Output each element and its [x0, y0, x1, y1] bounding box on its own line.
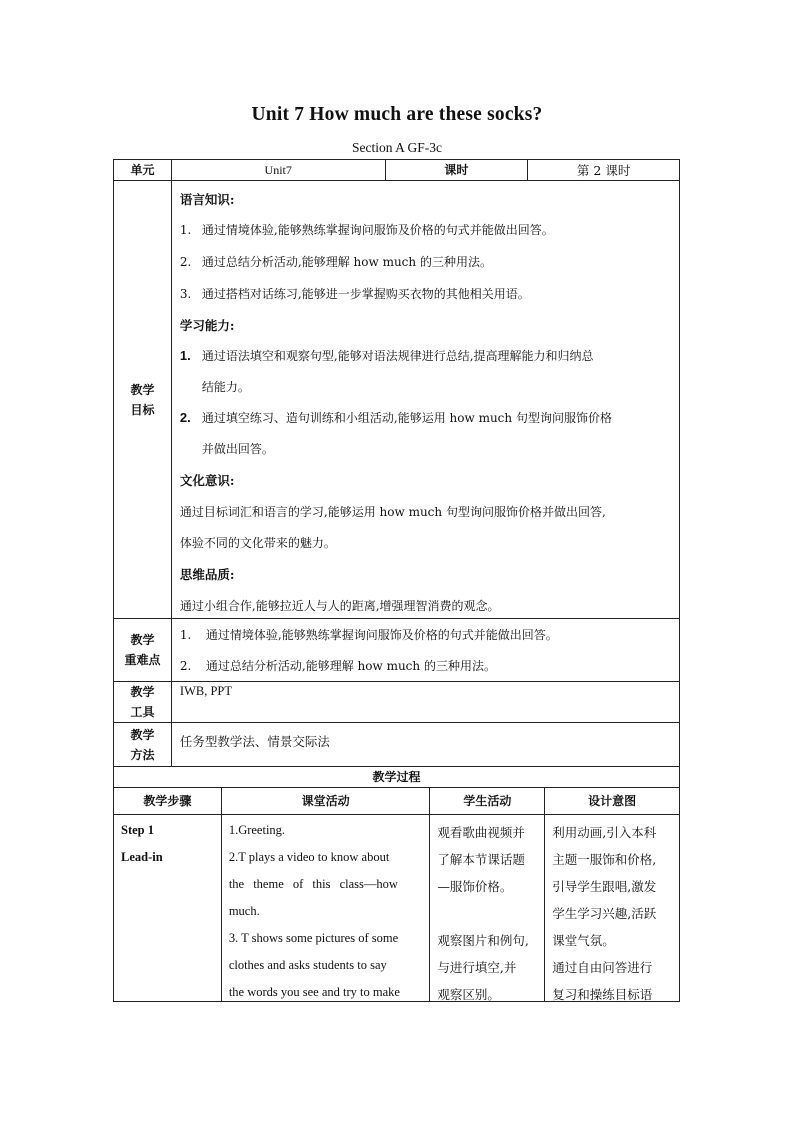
- section-label: Section A GF-3c: [352, 140, 442, 155]
- tools-label-line1: 教学: [130, 685, 155, 699]
- language-item-1: 1. 通过情境体验,能够熟练掌握询问服饰及价格的句式并能做出回答。: [179, 223, 554, 237]
- methods-content: [171, 723, 679, 767]
- intent-line: 通过自由问答进行: [552, 960, 653, 975]
- student-line: 观察图片和例句,: [437, 933, 529, 948]
- process-title-row: [114, 767, 680, 788]
- activity-line: 2.T plays a video to know about: [228, 850, 390, 864]
- methods-row: [114, 723, 680, 767]
- key-points-label: [114, 619, 172, 682]
- intent-line: 引导学生跟唱,激发: [552, 879, 657, 894]
- tools-label: [114, 682, 172, 723]
- student-line: 了解本节课话题: [437, 852, 525, 867]
- student-line: 与进行填空,并: [437, 960, 517, 975]
- lesson-plan-table: [113, 159, 680, 767]
- intent-line: 复习和操练目标语: [552, 987, 653, 1002]
- tools-content: [171, 682, 679, 723]
- thinking-quality-heading: 思维品质:: [179, 567, 235, 582]
- student-line: —服饰价格。: [437, 879, 513, 894]
- step-number: Step 1: [121, 823, 154, 837]
- methods-value: 任务型教学法、情景交际法: [179, 734, 330, 749]
- tools-label-line2: 工具: [130, 705, 155, 719]
- process-header-row: [114, 788, 680, 815]
- tools-value: IWB, PPT: [179, 684, 232, 698]
- col-header-student: 学生活动: [430, 788, 545, 815]
- key-points-label-line2: 重难点: [124, 653, 161, 667]
- intent-line: 主题一服饰和价格,: [552, 852, 657, 867]
- activity-line: 1.Greeting.: [228, 823, 286, 837]
- activity-line: the words you see and try to make: [228, 985, 400, 999]
- objectives-row: [114, 181, 680, 619]
- key-point-2: 2. 通过总结分析活动,能够理解 how much 的三种用法。: [179, 659, 496, 673]
- activity-line: the theme of this class—how: [228, 877, 398, 891]
- ability-item-2: 2. 通过填空练习、造句训练和小组活动,能够运用 how much 句型询问服饰价格: [179, 410, 612, 425]
- activities-cell: [221, 815, 430, 1002]
- language-item-3: 3. 通过搭档对话练习,能够进一步掌握购买衣物的其他相关用语。: [179, 287, 530, 301]
- process-table: [113, 766, 680, 1002]
- unit-label: 单元: [114, 160, 172, 181]
- tools-row: [114, 682, 680, 723]
- step-cell: [114, 815, 222, 1002]
- col-header-steps: 教学步骤: [114, 788, 222, 815]
- ability-item-1-cont: 结能力。: [201, 380, 250, 394]
- cultural-line-1: 通过目标词汇和语言的学习,能够运用 how much 句型询问服饰价格并做出回答,: [179, 505, 606, 519]
- language-item-2: 2. 通过总结分析活动,能够理解 how much 的三种用法。: [179, 255, 492, 269]
- activity-line: clothes and asks students to say: [228, 958, 387, 972]
- period-label: 课时: [385, 160, 528, 181]
- methods-label-line1: 教学: [130, 727, 155, 742]
- col-header-intent: 设计意图: [545, 788, 680, 815]
- learning-ability-heading: 学习能力:: [179, 318, 235, 333]
- objectives-label-line2: 目标: [130, 402, 155, 417]
- intent-cell: [545, 815, 680, 1002]
- methods-label: [114, 723, 172, 767]
- activity-line: much.: [228, 904, 260, 918]
- language-knowledge-heading: 语言知识:: [179, 192, 235, 207]
- unit-row: [114, 160, 680, 181]
- cultural-awareness-heading: 文化意识:: [179, 473, 235, 488]
- objectives-label: [114, 181, 172, 619]
- student-cell: [430, 815, 545, 1002]
- student-line: 观察区别。: [437, 987, 500, 1002]
- intent-line: 课堂气氛。: [552, 933, 615, 948]
- key-points-label-line1: 教学: [130, 633, 155, 647]
- key-point-1: 1. 通过情境体验,能够熟练掌握询问服饰及价格的句式并能做出回答。: [179, 628, 558, 642]
- table-row: [114, 815, 680, 1002]
- methods-label-line2: 方法: [130, 747, 155, 762]
- key-points-row: [114, 619, 680, 682]
- key-points-content: [171, 619, 679, 682]
- step-name: Lead-in: [121, 850, 163, 864]
- ability-item-2-cont: 并做出回答。: [201, 442, 274, 456]
- ability-item-1: 1. 通过语法填空和观察句型,能够对语法规律进行总结,提高理解能力和归纳总: [179, 348, 594, 363]
- objectives-label-line1: 教学: [130, 382, 155, 397]
- activity-line: 3. T shows some pictures of some: [228, 931, 399, 945]
- process-title: 教学过程: [114, 767, 680, 788]
- objectives-content: [171, 181, 679, 619]
- cultural-line-2: 体验不同的文化带来的魅力。: [179, 536, 336, 550]
- intent-line: 利用动画,引入本科: [552, 825, 657, 840]
- intent-line: 学生学习兴趣,活跃: [552, 906, 657, 921]
- page-title: Unit 7 How much are these socks?: [251, 104, 543, 125]
- unit-value: Unit7: [171, 160, 385, 181]
- col-header-activities: 课堂活动: [221, 788, 430, 815]
- period-value: 第 2 课时: [528, 160, 680, 181]
- student-line: 观看歌曲视频并: [437, 825, 525, 840]
- thinking-line-1: 通过小组合作,能够拉近人与人的距离,增强理智消费的观念。: [179, 599, 500, 613]
